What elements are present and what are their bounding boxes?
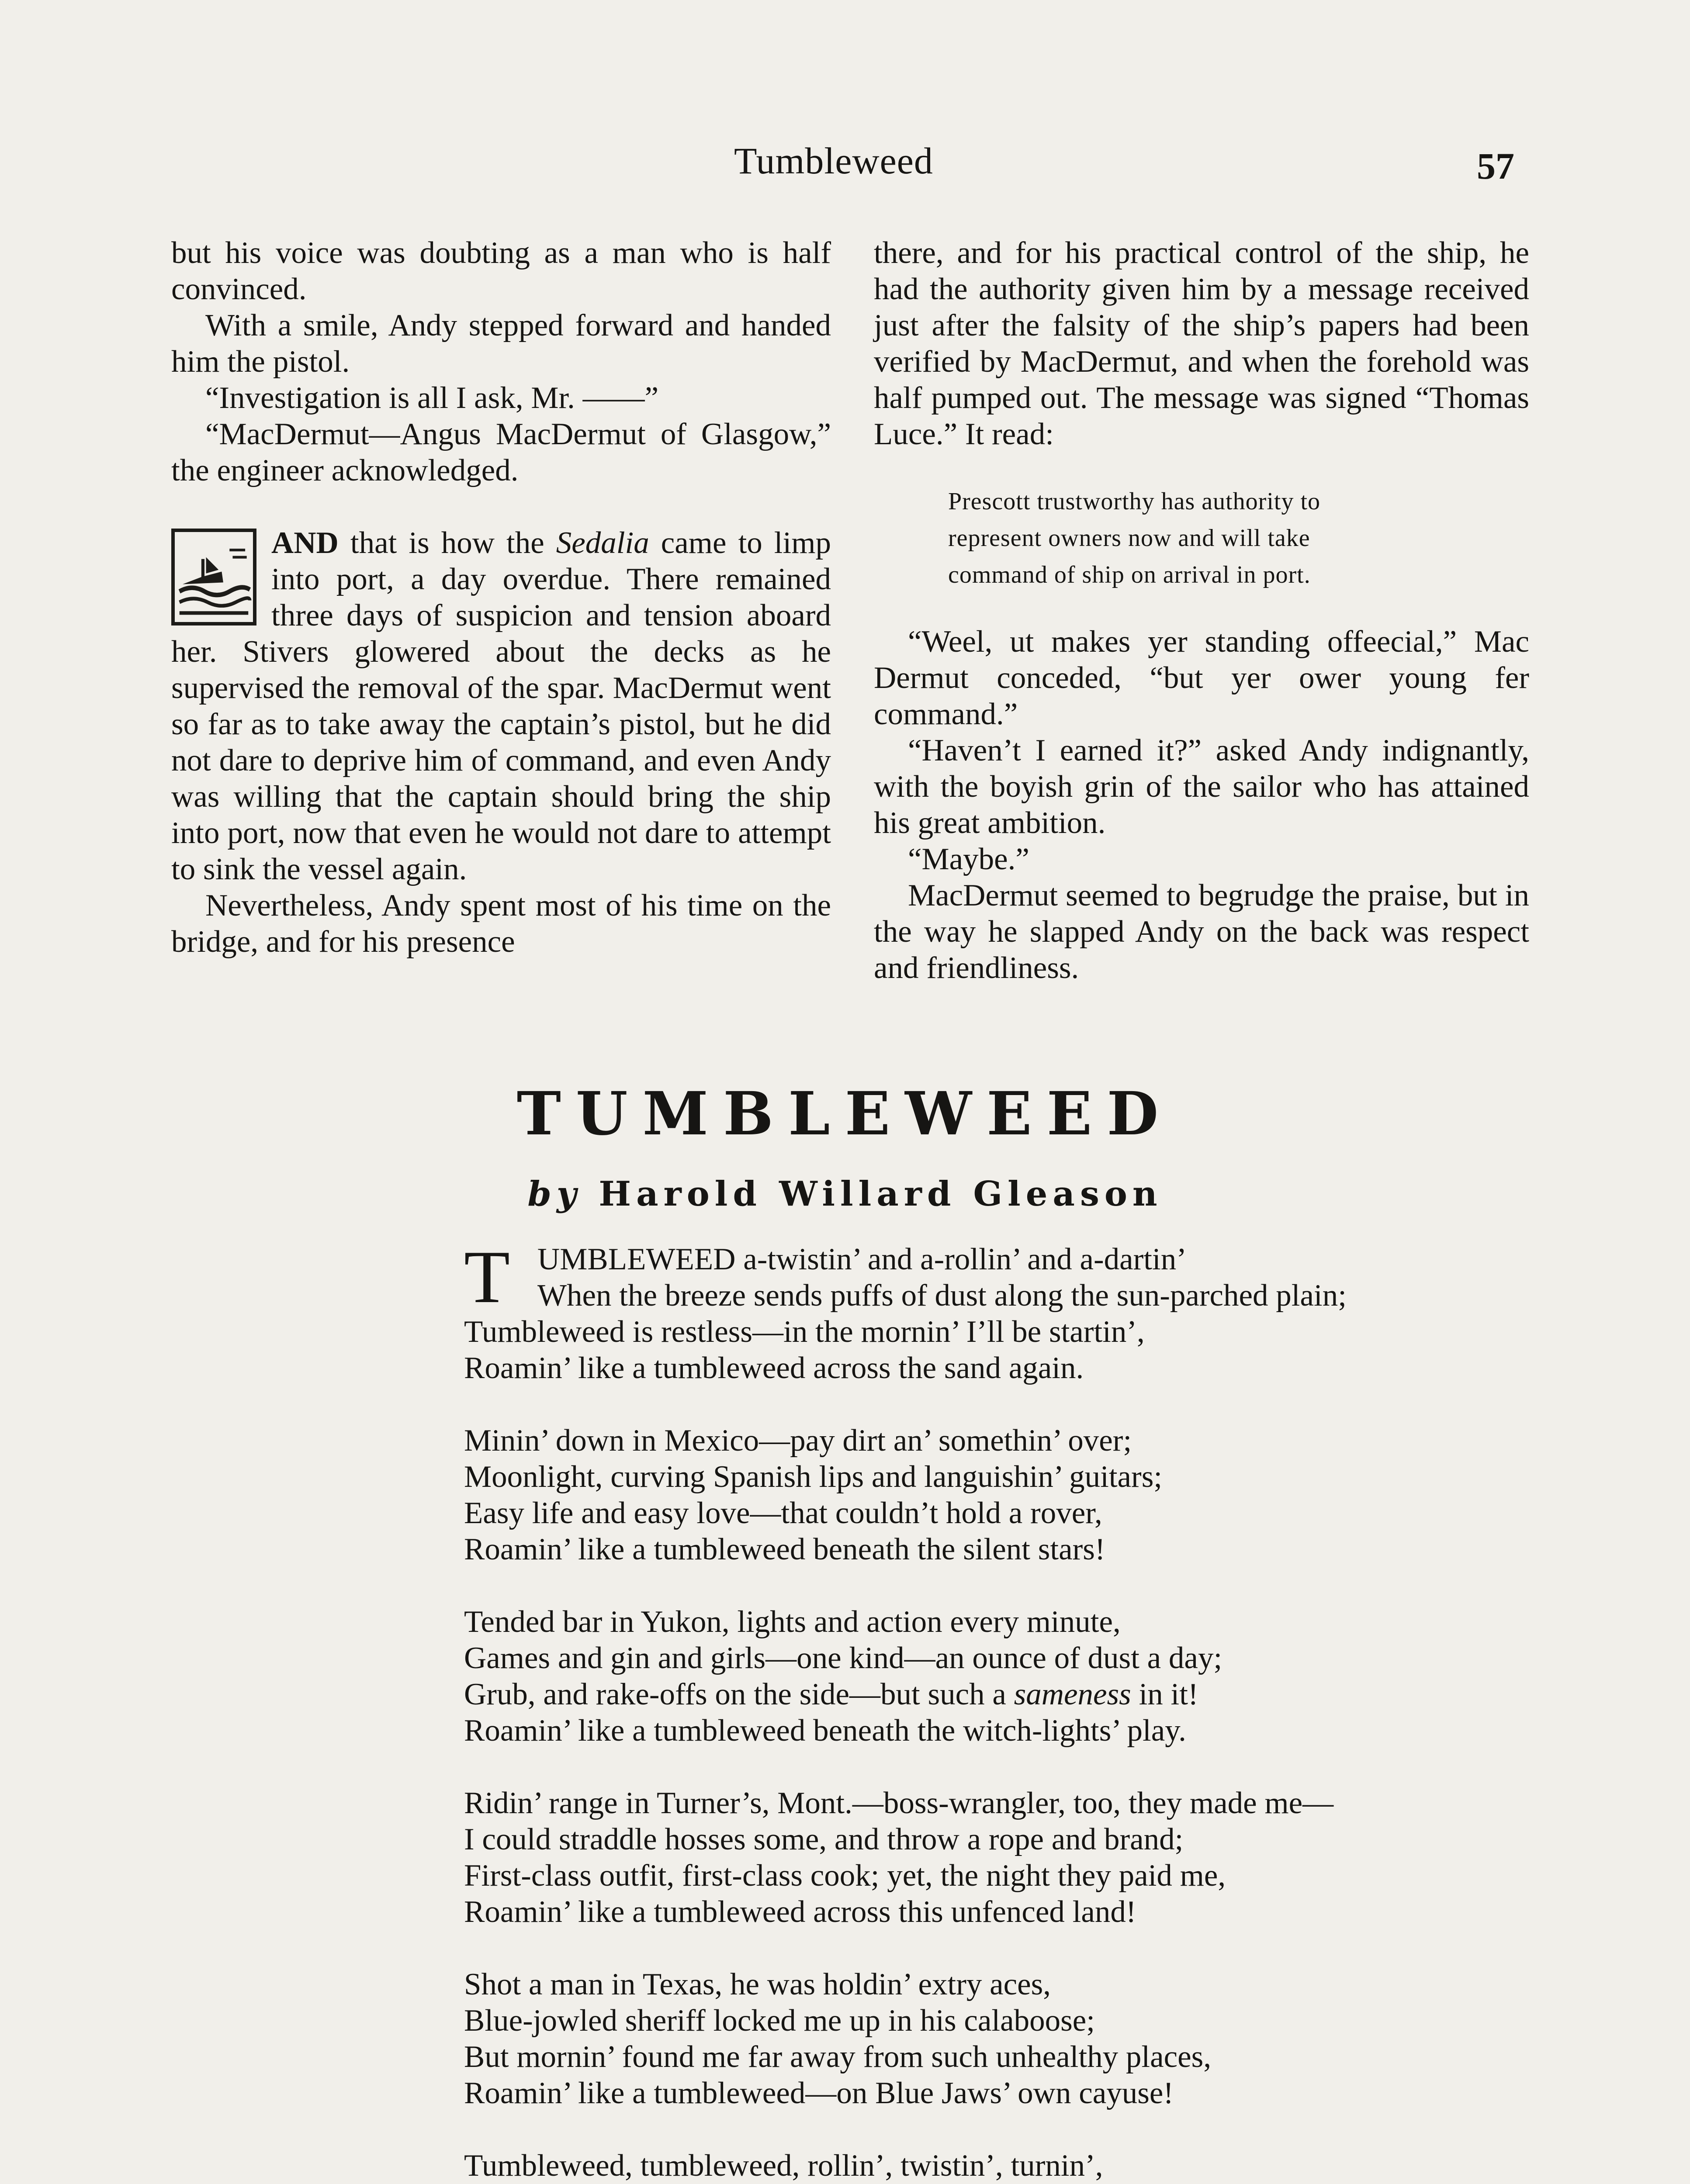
poem-stanza bbox=[464, 1966, 1644, 2111]
section-text-part: that is how the bbox=[338, 526, 556, 560]
story-paragraph: “Haven’t I earned it?” asked Andy indignantly, with the boyish grin of the sailor who has attained his great ambition. bbox=[874, 733, 1529, 840]
poem-line: Shot a man in Texas, he was holdin’ extry aces, bbox=[464, 1967, 1051, 2001]
poem-stanza bbox=[464, 1604, 1644, 1749]
poem-stanza bbox=[464, 1423, 1644, 1568]
poem-stanza bbox=[464, 2148, 1644, 2184]
poem-stanza bbox=[464, 1236, 1644, 1386]
section-opening-paragraph bbox=[171, 525, 831, 888]
poem-stanza bbox=[464, 1785, 1644, 1930]
story-paragraph: “Investigation is all I ask, Mr. ——” bbox=[205, 381, 659, 415]
poem-line: Roamin’ like a tumbleweed—on Blue Jaws’ own cayuse! bbox=[464, 2076, 1174, 2110]
emphasized-word: sameness bbox=[1014, 1677, 1131, 1711]
ship-at-sea-icon bbox=[171, 529, 256, 625]
telegram-message bbox=[948, 483, 1529, 593]
story-paragraph: With a smile, Andy stepped forward and handed him the pistol. bbox=[171, 308, 831, 379]
poem-title: TUMBLEWEED bbox=[516, 1079, 1174, 1149]
poem-line: Ridin’ range in Turner’s, Mont.—boss-wrangler, too, they made me— bbox=[464, 1786, 1334, 1820]
poem-line: Moonlight, curving Spanish lips and languishin’ guitars; bbox=[464, 1460, 1163, 1494]
running-head-title: Tumbleweed bbox=[734, 140, 933, 182]
poem-line: Blue-jowled sheriff locked me up in his calaboose; bbox=[464, 2004, 1095, 2038]
page-number: 57 bbox=[1477, 145, 1514, 187]
poem-body bbox=[464, 1236, 1644, 2184]
poem-line: Tended bar in Yukon, lights and action every minute, bbox=[464, 1605, 1121, 1639]
poem-line: But mornin’ found me far away from such unhealthy places, bbox=[464, 2040, 1212, 2074]
telegram-line: represent owners now and will take bbox=[948, 525, 1310, 552]
story-paragraph: there, and for his practical control of the ship, he had the authority given him by a message received just after the falsity of the ship’s papers had been verified by MacDermut, and when the forehold was half pumped out. The message was signed “Thomas Luce.” It read: bbox=[874, 236, 1529, 451]
poem-line: Minin’ down in Mexico—pay dirt an’ somethin’ over; bbox=[464, 1424, 1132, 1458]
section-drop-word: AND bbox=[271, 526, 339, 560]
poem-line: Roamin’ like a tumbleweed across this unfenced land! bbox=[464, 1895, 1136, 1929]
story-paragraph: “Weel, ut makes yer standing offeecial,” Mac Dermut conceded, “but yer ower young fer command.” bbox=[874, 625, 1529, 731]
poem-line: Roamin’ like a tumbleweed beneath the silent stars! bbox=[464, 1532, 1105, 1566]
poem-line: Roamin’ like a tumbleweed beneath the witch-lights’ play. bbox=[464, 1714, 1186, 1748]
poem-line: Roamin’ like a tumbleweed across the sand again. bbox=[464, 1351, 1084, 1385]
poem-line: Grub, and rake-offs on the side—but such a sameness in it! bbox=[464, 1677, 1198, 1711]
poem-line: UMBLEWEED a-twistin’ and a-rollin’ and a-dartin’ bbox=[537, 1242, 1187, 1276]
poem-initial-letter: T bbox=[464, 1236, 510, 1319]
poem-byline bbox=[0, 1174, 1690, 1214]
ship-name: Sedalia bbox=[556, 526, 649, 560]
story-paragraph: MacDermut seemed to begrudge the praise, but in the way he slapped Andy on the back was respect and friendliness. bbox=[874, 878, 1529, 985]
story-paragraph: Nevertheless, Andy spent most of his time on the bridge, and for his presence bbox=[171, 888, 831, 959]
poem-line: Easy life and easy love—that couldn’t hold a rover, bbox=[464, 1496, 1102, 1530]
story-paragraph: “Maybe.” bbox=[908, 842, 1029, 876]
byline-prefix: by bbox=[527, 1174, 582, 1214]
poem-line: I could straddle hosses some, and throw a rope and brand; bbox=[464, 1822, 1184, 1856]
poem-line: First-class outfit, first-class cook; yet, the night they paid me, bbox=[464, 1859, 1226, 1893]
section-text-part: came to limp into port, a day overdue. There remained three days of suspicion and tension aboard her. Stivers glowered about the decks as he supervised the removal of the spar. MacDermut went so far as to take away the captain’s pistol, but he did not dare to deprive him of command, and even Andy was willing that the captain should bring the ship into port, now that even he would not dare to attempt to sink the vessel again. bbox=[171, 526, 831, 886]
poem-line: Tumbleweed is restless—in the mornin’ I’ll be startin’, bbox=[464, 1315, 1145, 1349]
poem-line: When the breeze sends puffs of dust along the sun-parched plain; bbox=[537, 1279, 1347, 1313]
poem-line: Tumbleweed, tumbleweed, rollin’, twistin’, turnin’, bbox=[464, 2149, 1103, 2183]
story-right-column bbox=[874, 235, 1529, 986]
story-paragraph: “MacDermut—Angus MacDermut of Glasgow,” the engineer acknowledged. bbox=[171, 417, 831, 487]
story-left-column bbox=[171, 235, 831, 960]
poem-author: Harold Willard Gleason bbox=[599, 1174, 1163, 1214]
story-paragraph: but his voice was doubting as a man who is half convinced. bbox=[171, 236, 831, 306]
telegram-line: Prescott trustworthy has authority to bbox=[948, 488, 1321, 515]
telegram-line: command of ship on arrival in port. bbox=[948, 561, 1311, 588]
poem-line: Games and gin and girls—one kind—an ounce of dust a day; bbox=[464, 1641, 1222, 1675]
